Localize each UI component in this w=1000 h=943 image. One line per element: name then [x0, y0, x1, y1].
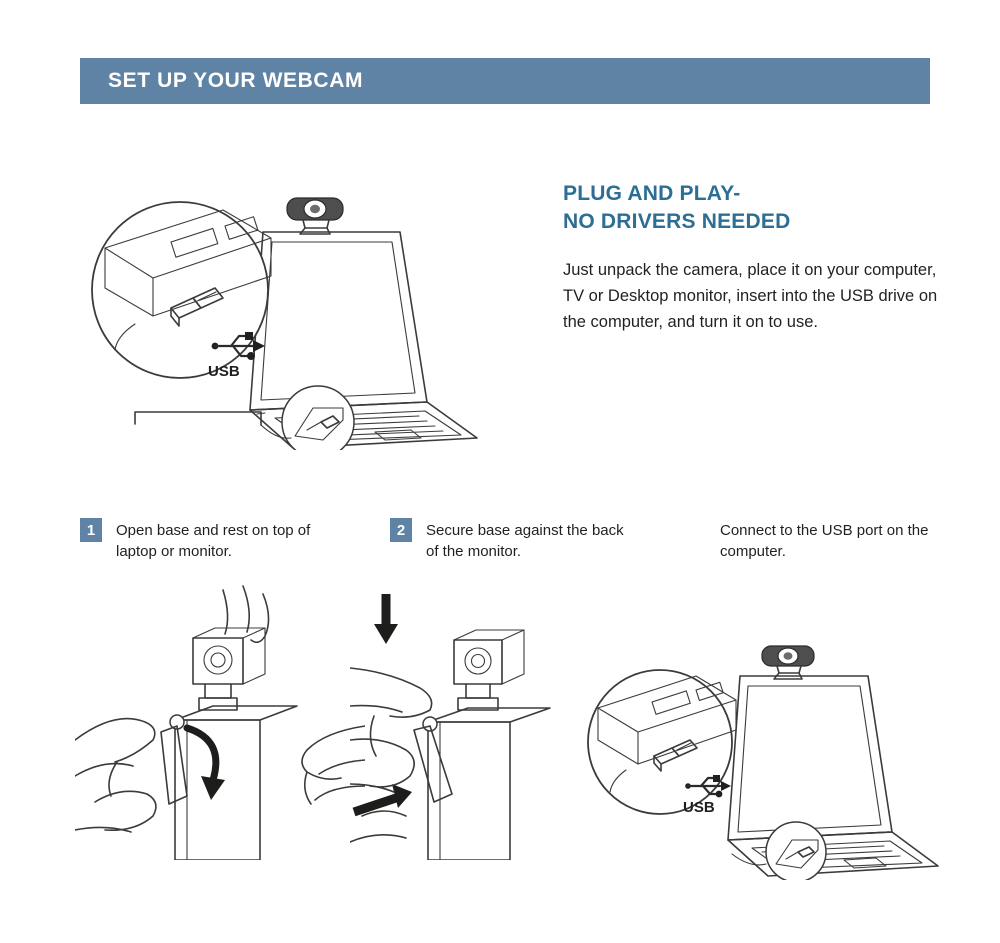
hand-opening-base-diagram — [75, 580, 365, 860]
laptop-webcam-usb-diagram — [75, 150, 535, 450]
hero-illustration — [75, 150, 535, 450]
header-banner — [80, 58, 930, 104]
usb-port-callout — [135, 386, 354, 450]
page-title: SET UP YOUR WEBCAM — [108, 69, 364, 92]
steps-row — [80, 518, 929, 578]
illustration-panel-connect-usb — [580, 630, 960, 880]
illustration-panel-secure-base — [350, 580, 600, 860]
step-number-badge: 2 — [390, 518, 412, 542]
hero-heading-line1: PLUG AND PLAY- — [563, 182, 741, 205]
hero-body-text: Just unpack the camera, place it on your computer, TV or Desktop monitor, insert into the USB drive on the computer, and turn it on to use. — [563, 260, 938, 331]
hand-securing-base-diagram — [350, 580, 600, 860]
hero-text-block — [563, 180, 943, 335]
step-label: Open base and rest on top of laptop or monitor. — [116, 522, 311, 560]
usb-label: USB — [208, 363, 240, 380]
step-item-2 — [390, 518, 640, 562]
illustration-panel-open-base — [75, 580, 365, 860]
hero-heading-line2: NO DRIVERS NEEDED — [563, 210, 791, 234]
step-label: Secure base against the back of the monitor. — [426, 522, 624, 560]
usb-magnifier — [92, 202, 271, 380]
usb-port-callout — [732, 822, 826, 880]
usb-label: USB — [683, 799, 715, 816]
hero-heading — [563, 180, 943, 237]
laptop-illustration — [728, 676, 938, 876]
step-item-3 — [720, 518, 950, 562]
webcam-illustration — [287, 198, 343, 234]
webcam-illustration — [762, 646, 814, 679]
usb-magnifier — [588, 670, 736, 816]
laptop-usb-connect-diagram — [580, 630, 960, 880]
step-item-1 — [80, 518, 350, 562]
step-label: Connect to the USB port on the computer. — [720, 522, 929, 560]
step-number-badge: 1 — [80, 518, 102, 542]
